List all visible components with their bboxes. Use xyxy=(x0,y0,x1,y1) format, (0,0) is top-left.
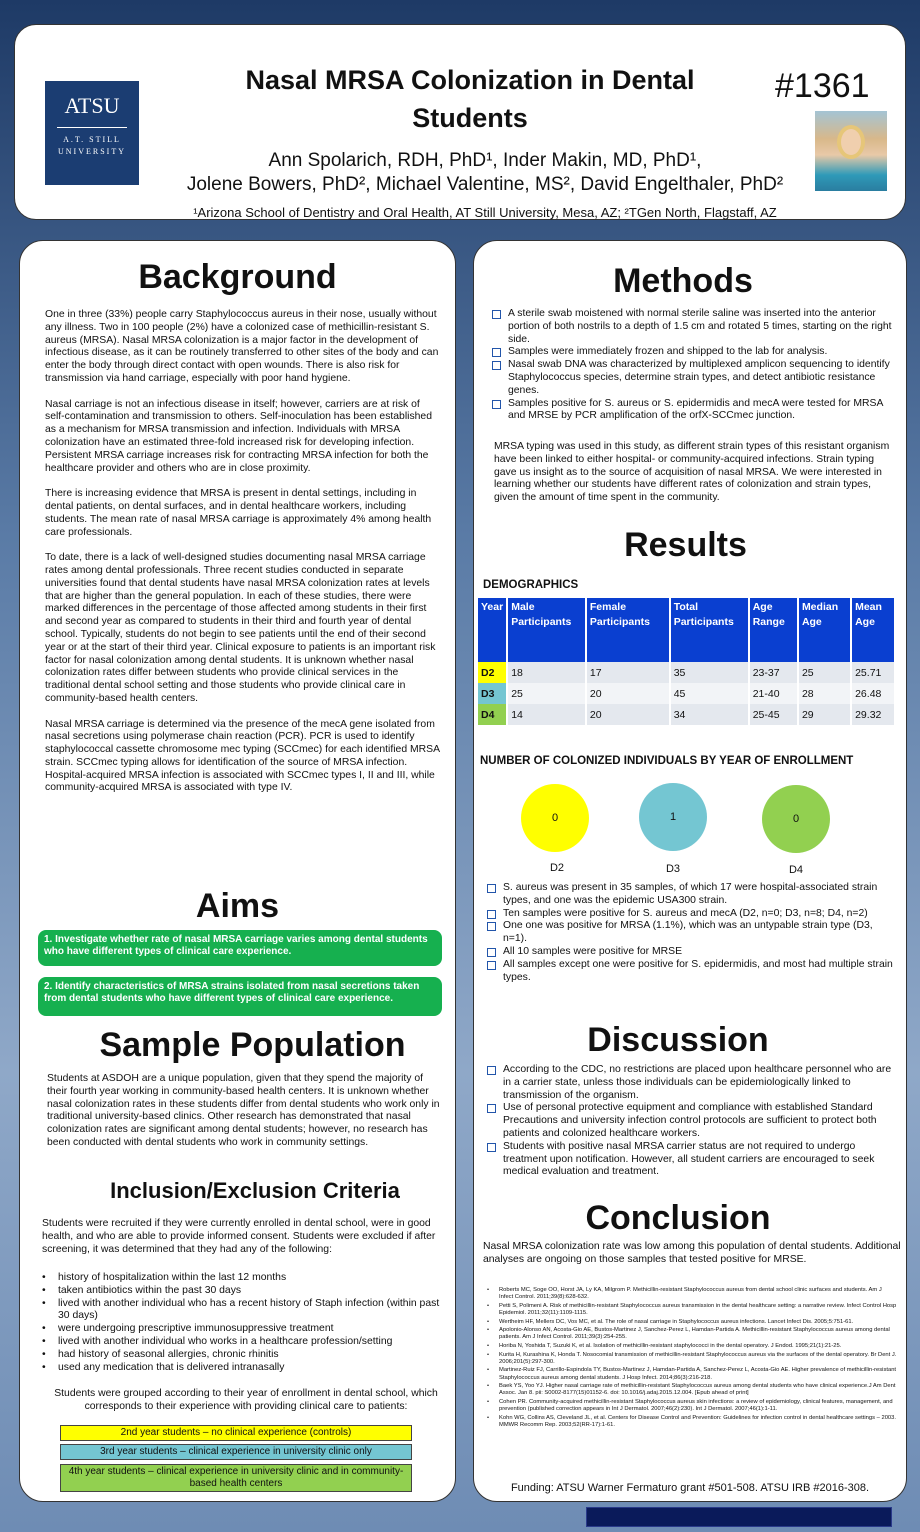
reference-item: • Kurita H, Kurashina K, Honda T. Nosocomial transmission of methicillin-resistant Staphylococcus aureus via the surfaces of the dental operatory. Br Dent J. 2006;201(5):297-300. xyxy=(487,1352,897,1366)
table-cell: 25.71 xyxy=(851,662,895,683)
reference-item: • Martinez-Ruiz FJ, Carrillo-Espindola TY, Bustos-Martinez J, Hamdan-Partida A, Sanchez-Perez L, Acosta-Gio AE. Higher prevalence of methicillin-resistant Staphylococcus aureus among dental students. J Hosp Infect. 2014;86(3):216-218. xyxy=(487,1367,897,1381)
table-cell: 28 xyxy=(798,683,851,704)
reference-item: • Horiba N, Yoshida T, Suzuki K, et al. Isolation of methicillin-resistant staphylococci in the dental operatory. J Endod. 1995;21(1):21-25. xyxy=(487,1343,897,1350)
results-findings-list xyxy=(487,882,897,984)
reference-item: • Wertheim HF, Mellers DC, Vos MC, et al. The role of nasal carriage in Staphylococcus aureus infections. Lancet Infect Dis. 2005;5:751-61. xyxy=(487,1319,897,1326)
table-header-cell: Year xyxy=(478,598,507,662)
footer-bar xyxy=(586,1507,892,1527)
funding-note: Funding: ATSU Warner Fermaturo grant #501-508. ATSU IRB #2016-308. xyxy=(510,1482,870,1494)
table-header-cell: Median Age xyxy=(798,598,851,662)
reference-item: • Petti S, Polimeni A. Risk of methicillin-resistant Staphylococcus aureus transmission in the dental healthcare setting: a narrative review. Infect Control Hosp Epidemiol. 2011;32(11):1109-1115. xyxy=(487,1303,897,1317)
bubble-d4: 0 xyxy=(762,785,830,853)
table-header-cell: Male Participants xyxy=(507,598,586,662)
results-heading: Results xyxy=(624,526,747,564)
table-cell: 17 xyxy=(586,662,670,683)
bubble-label-d4: D4 xyxy=(788,864,804,876)
methods-item: A sterile swab moistened with normal sterile saline was inserted into the anterior portion of both nostrils to a depth of 1.5 cm and rotated 5 times, starting on the right side. xyxy=(492,308,897,346)
methods-item: Nasal swab DNA was characterized by multiplexed amplicon sequencing to identify Staphylococcus species, determine strain types, and detect antibiotic resistance genes. xyxy=(492,359,897,397)
conclusion-heading: Conclusion xyxy=(585,1199,771,1237)
finding-item: S. aureus was present in 35 samples, of which 17 were hospital-associated strain types, and one was the epidemic USA300 strain. xyxy=(487,882,897,908)
sample-population-text: Students at ASDOH are a unique population, given that they spend the majority of their fourth year working in community-based health centers. It is unknown whether nasal colonization rates in these students differ from dental students who work only in traditional university-based clinics. Other research has demonstrated that nasal colonization rates are significant among dental students; however, no research has been conducted with dental students who work in community settings. xyxy=(47,1073,440,1148)
aims-heading: Aims xyxy=(195,887,280,925)
reference-item: • Baek YS, Yoo YJ. Higher nasal carriage rate of methicillin-resistant Staphylococcus aureus among dental students who have clinical experience.J Am Dent Assoc. Jan 8. pii: S0002-8177(15)01152-6. doi: 10.1016/j.adaj.2015.12.004. [Epub ahead of print] xyxy=(487,1383,897,1397)
authors-line1: Ann Spolarich, RDH, PhD¹, Inder Makin, MD, PhD¹, xyxy=(268,150,702,171)
table-cell: 34 xyxy=(670,704,749,725)
exclusion-item: • lived with another individual who works in a healthcare profession/setting xyxy=(42,1336,452,1349)
exclusion-item: • had history of seasonal allergies, chronic rhinitis xyxy=(42,1349,452,1362)
bubble-d3: 1 xyxy=(639,783,707,851)
discussion-item: Use of personal protective equipment and compliance with established Standard Precautions and university infection control protocols are sufficient to protect both patients and colonized healthcare workers. xyxy=(487,1102,897,1140)
demographics-label: DEMOGRAPHICS xyxy=(483,579,579,591)
exclusion-item: • used any medication that is delivered intranasally xyxy=(42,1362,452,1375)
demographics-table xyxy=(478,598,896,725)
table-cell: 23-37 xyxy=(749,662,798,683)
methods-item: Samples positive for S. aureus or S. epidermidis and mecA were tested for MRSA and MRSE by PCR amplification of the orfX-SCCmec junction. xyxy=(492,398,897,424)
table-header-cell: Total Participants xyxy=(670,598,749,662)
methods-paragraph: MRSA typing was used in this study, as different strain types of this resistant organism have been linked to either hospital- or community-acquired infections. Strain typing gave us insight as to the source of acquisition of nasal MRSA. We were interested in learning whether our students have different rates of colonization and strain types, given the amount of time spent in the community. xyxy=(494,441,890,504)
table-cell: 25 xyxy=(507,683,586,704)
finding-item: All samples except one were positive for S. epidermidis, and most had multiple strain types. xyxy=(487,959,897,985)
background-text xyxy=(45,309,440,808)
table-cell: 35 xyxy=(670,662,749,683)
background-paragraph: To date, there is a lack of well-designed studies documenting nasal MRSA carriage rates among dental professionals. Three recent studies conducted in separate universities found that dental students have nasal MRSA colonization rates at levels that are higher than the general population. In each of these studies, there were marked differences in the percentage of those affected among students in their first and second year as compared to students in their third and fourth year of dental school. Typically, students do not begin to see patients until the end of their second year or at the start of their third year. Clinical exposure to patients is an important risk factor for nasal colonization among dental students. It is unknown whether nasal colonization rates differ between students who provide clinical services in the traditional dental school setting and those students who provide clinical care in community-based health centers. xyxy=(45,552,436,704)
table-year-cell: D3 xyxy=(478,683,507,704)
reference-item: • Apolonio-Alonso AN, Acosta-Gio AE, Bustos-Martinez J, Sanchez-Perez L, Hamdan-Partida A. Methicillin-resistant Staphylococcus aureus among dental patients. Am J Infect Control. 2011;39(3):254-255. xyxy=(487,1327,897,1341)
table-cell: 26.48 xyxy=(851,683,895,704)
year-box-2nd: 2nd year students – no clinical experience (controls) xyxy=(60,1425,412,1441)
table-row xyxy=(478,662,895,683)
conclusion-text: Nasal MRSA colonization rate was low among this population of dental students. Additional analyses are ongoing on those samples that tested positive for MRSE. xyxy=(483,1241,901,1265)
atsu-logo xyxy=(45,81,139,185)
exclusion-item: • lived with another individual who has a recent history of Staph infection (within past 30 days) xyxy=(42,1298,452,1324)
reference-item: • Roberts MC, Soge OO, Horst JA, Ly KA, Milgrom P. Methicillin-resistant Staphylococcus aureus from dental school clinic surfaces and students. Am J Infect Control. 2011;39(8):628-632. xyxy=(487,1287,897,1301)
year-box-4th: 4th year students – clinical experience in university clinic and in community-based health centers xyxy=(60,1464,412,1492)
finding-item: All 10 samples were positive for MRSE xyxy=(487,946,897,959)
discussion-list xyxy=(487,1064,897,1179)
methods-item: Samples were immediately frozen and shipped to the lab for analysis. xyxy=(492,346,897,359)
table-year-cell: D2 xyxy=(478,662,507,683)
table-header-cell: Mean Age xyxy=(851,598,895,662)
inclusion-intro: Students were recruited if they were currently enrolled in dental school, were in good health, and who are able to provide informed consent. Students were excluded if after screening, it was determined that they had any of the following: xyxy=(42,1218,436,1255)
finding-item: One one was positive for MRSA (1.1%), which was an untypable strain type (D3, n=1). xyxy=(487,920,897,946)
logo-name: ATSU xyxy=(64,93,120,118)
colonized-chart-title: NUMBER OF COLONIZED INDIVIDUALS BY YEAR OF ENROLLMENT xyxy=(480,755,854,767)
table-cell: 18 xyxy=(507,662,586,683)
discussion-item: According to the CDC, no restrictions are placed upon healthcare personnel who are in a carrier state, unless those individuals can be epidemiologically linked to transmission of the organism. xyxy=(487,1064,897,1102)
bubble-label-d3: D3 xyxy=(665,863,681,875)
table-cell: 25 xyxy=(798,662,851,683)
table-cell: 29 xyxy=(798,704,851,725)
background-heading: Background xyxy=(138,258,337,296)
table-header-cell: Female Participants xyxy=(586,598,670,662)
poster-title: Nasal MRSA Colonization in Dental Students xyxy=(245,65,695,133)
authors-line2: Jolene Bowers, PhD², Michael Valentine, MS², David Engelthaler, PhD² xyxy=(186,174,784,195)
references-list xyxy=(487,1287,897,1431)
reference-item: • Cohen PR. Community-acquired methicillin-resistant Staphylococcus aureus skin infections: a review of epidemiology, clinical features, management, and prevention (published correction appears in Int J Dermatol. 2007;46(2):230). Int J Dermatol. 2007;46(1):1-11. xyxy=(487,1399,897,1413)
methods-heading: Methods xyxy=(613,262,753,300)
grouping-text: Students were grouped according to their year of enrollment in dental school, which corresponds to their experience with providing clinical care to patients: xyxy=(54,1388,438,1412)
finding-item: Ten samples were positive for S. aureus and mecA (D2, n=0; D3, n=8; D4, n=2) xyxy=(487,908,897,921)
table-header-cell: Age Range xyxy=(749,598,798,662)
exclusion-list xyxy=(42,1272,452,1374)
exclusion-item: • history of hospitalization within the last 12 months xyxy=(42,1272,452,1285)
sample-population-heading: Sample Population xyxy=(99,1026,406,1064)
background-paragraph: Nasal MRSA carriage is determined via the presence of the mecA gene isolated from nasal secretions using polymerase chain reaction (PCR). PCR is used to identify staphylococcal cassette chromosome mec typing (SCCmec) for each identified MRSA strain. SCCmec typing allows for identification of the source of MRSA infection. Hospital-acquired MRSA infection is associated with SCCmec types I, II and III, while community-acquired MRSA is associated with type IV. xyxy=(45,718,440,794)
header-banner xyxy=(14,24,906,220)
authors xyxy=(135,149,835,197)
table-cell: 25-45 xyxy=(749,704,798,725)
logo-line2: UNIVERSITY xyxy=(58,147,126,156)
exclusion-item: • were undergoing prescriptive immunosuppressive treatment xyxy=(42,1323,452,1336)
bubble-label-d2: D2 xyxy=(549,862,565,874)
year-box-3rd: 3rd year students – clinical experience in university clinic only xyxy=(60,1444,412,1460)
background-paragraph: One in three (33%) people carry Staphylococcus aureus in their nose, usually without any illness. Two in 100 people (2%) have a colonized case of methicillin-resistant S. aureus (MRSA). Nasal MRSA colonization is a major factor in the development of infectious disease, as it can be routinely transferred to other sites of the body and can enter the body through direct contact with open wounds. There is also risk for transmission via hand carriage, especially with poor hand hygiene. xyxy=(45,309,439,384)
reference-item: • Kohn WG, Collins AS, Cleveland JL, et al. Centers for Disease Control and Prevention: Guidelines for infection control in dental healthcare settings – 2003. MMWR Recomm Rep. 2003;52(RR-17):1-61. xyxy=(487,1415,897,1429)
aim-2: 2. Identify characteristics of MRSA strains isolated from nasal secretions taken from dental students who have different types of clinical care experience. xyxy=(38,977,442,1016)
methods-list xyxy=(492,308,897,423)
table-year-cell: D4 xyxy=(478,704,507,725)
background-paragraph: There is increasing evidence that MRSA is present in dental settings, including in dental patients, on dental surfaces, and in dental healthcare workers, including students. The mean rate of nasal MRSA carriage is approximately 4% among health care professionals. xyxy=(45,488,432,538)
table-cell: 20 xyxy=(586,683,670,704)
table-cell: 14 xyxy=(507,704,586,725)
background-paragraph: Nasal carriage is not an infectious disease in itself; however, carriers are at risk of self-contamination and transmission to others. Self-inoculation has been established as a mechanism for MRSA transmission and infection. Individuals with MRSA colonization have an estimated three-fold increased risk for developing infection. Persistent MRSA carriage increases risk for contracting MRSA infection for both the healthcare provider and others who are in close proximity. xyxy=(45,398,432,474)
affiliations: ¹Arizona School of Dentistry and Oral Health, AT Still University, Mesa, AZ; ²TGen North, Flagstaff, AZ xyxy=(193,205,777,220)
table-row xyxy=(478,683,895,704)
table-cell: 29.32 xyxy=(851,704,895,725)
poster-number: #1361 xyxy=(775,67,870,105)
table-row xyxy=(478,704,895,725)
bubble-d2: 0 xyxy=(521,784,589,852)
discussion-heading: Discussion xyxy=(587,1021,769,1059)
table-cell: 20 xyxy=(586,704,670,725)
inclusion-heading: Inclusion/Exclusion Criteria xyxy=(110,1178,400,1203)
aim-1: 1. Investigate whether rate of nasal MRSA carriage varies among dental students who have different types of clinical care experience. xyxy=(38,930,442,966)
table-cell: 21-40 xyxy=(749,683,798,704)
exclusion-item: • taken antibiotics within the past 30 days xyxy=(42,1285,452,1298)
table-cell: 45 xyxy=(670,683,749,704)
discussion-item: Students with positive nasal MRSA carrier status are not required to undergo treatment upon notification. However, all student carriers are encouraged to seek medical evaluation and treatment. xyxy=(487,1141,897,1179)
logo-line1: A.T. STILL xyxy=(63,135,121,144)
